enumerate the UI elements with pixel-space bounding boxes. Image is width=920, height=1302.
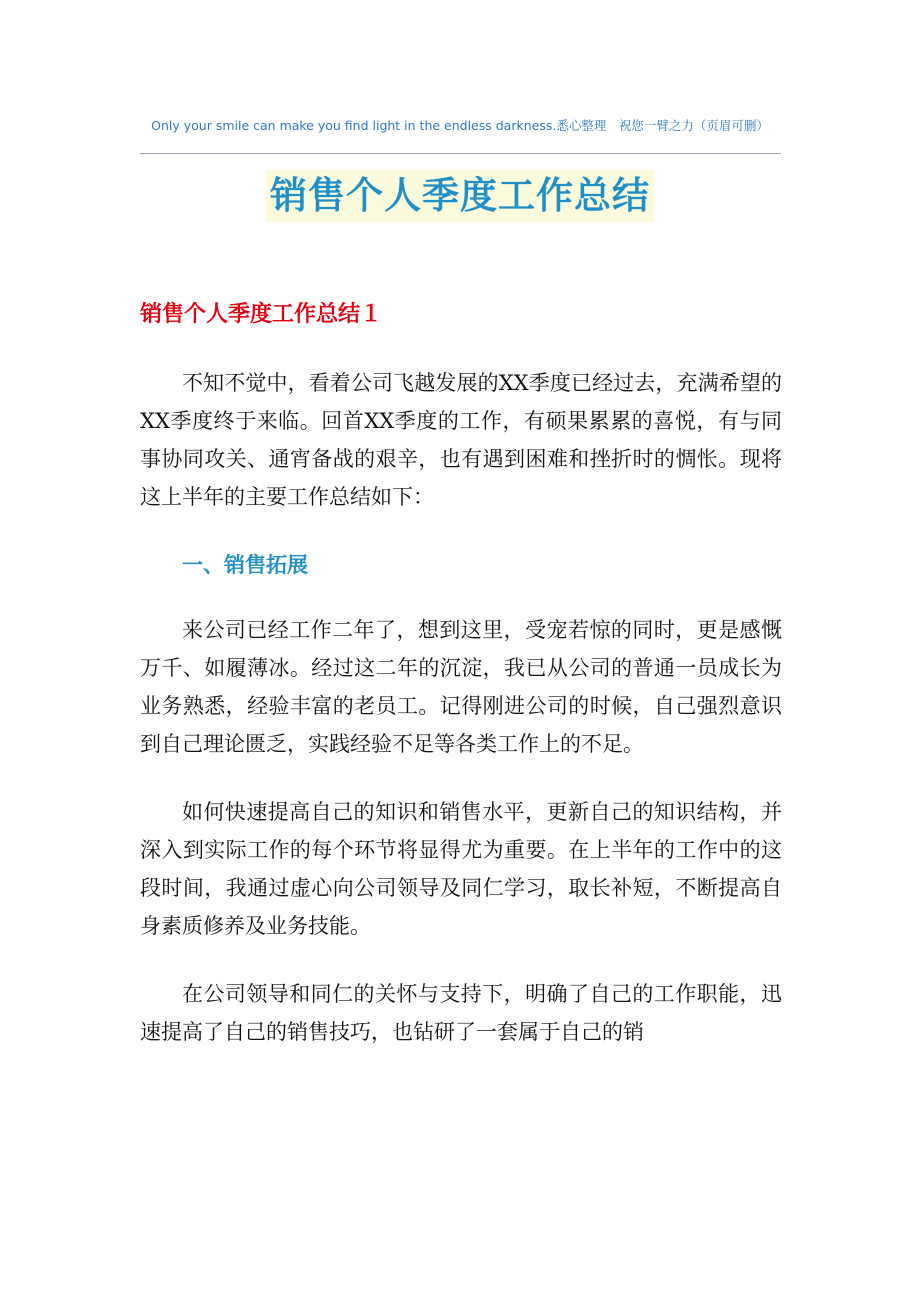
document-title: 销售个人季度工作总结 <box>266 170 654 222</box>
body-paragraph: 在公司领导和同仁的关怀与支持下，明确了自己的工作职能，迅速提高了自己的销售技巧，也钻研了一套属于自己的销 <box>140 982 782 1044</box>
body-paragraph: 来公司已经工作二年了，想到这里，受宠若惊的同时，更是感慨万千、如履薄冰。经过这二年的沉淀，我已从公司的普通一员成长为业务熟悉，经验丰富的老员工。记得刚进公司的时候，自己强烈意识到自己理论匮乏，实践经验不足等各类工作上的不足。 <box>140 618 782 756</box>
body-paragraph-intro: 不知不觉中，看着公司飞越发展的XX季度已经过去，充满希望的XX季度终于来临。回首XX季度的工作，有硕果累累的喜悦，有与同事协同攻关、通宵备战的艰辛，也有遇到困难和挫折时的惆怅。现将这上半年的主要工作总结如下： <box>140 371 782 509</box>
document-body <box>140 364 782 1081</box>
subheading-sales-expansion: 一、销售拓展 <box>182 553 308 577</box>
section-title: 销售个人季度工作总结１ <box>140 302 383 327</box>
body-paragraph: 如何快速提高自己的知识和销售水平，更新自己的知识结构，并深入到实际工作的每个环节将显得尤为重要。在上半年的工作中的这段时间，我通过虚心向公司领导及同仁学习，取长补短，不断提高自身素质修养及业务技能。 <box>140 800 782 938</box>
document-title-container <box>0 170 920 222</box>
page-header-text: Only your smile can make you find light in the endless darkness.悉心整理 祝您一臂之力（页眉可删） <box>151 118 769 133</box>
header-divider <box>140 153 781 154</box>
